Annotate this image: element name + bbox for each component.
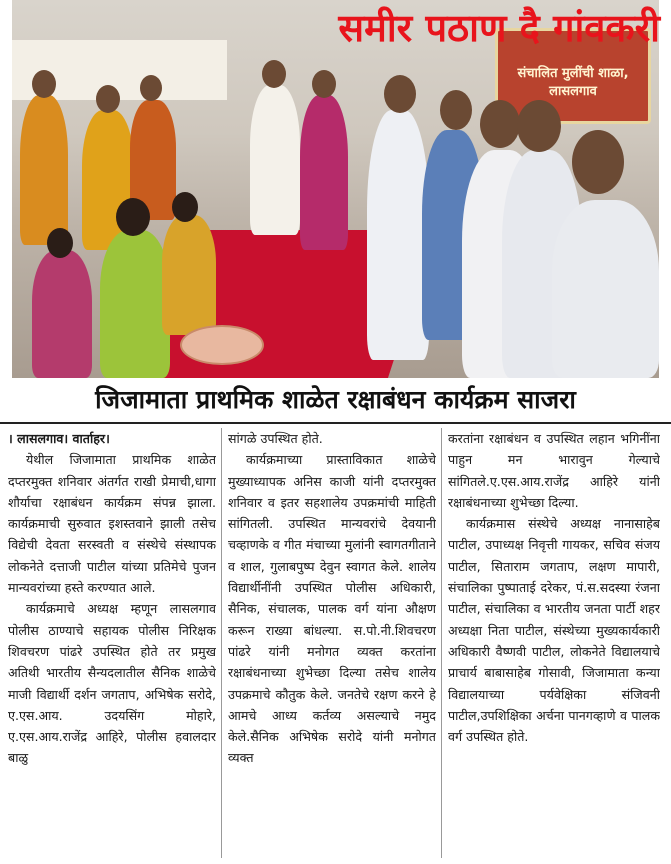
paragraph: येथील जिजामाता प्राथमिक शाळेत दप्तरमुक्त शनिवार अंतर्गत राखी प्रेमाची,धागा शौर्याचा रक्षाबंधन कार्यक्रम संपन्न झाला. कार्यक्रमाची सुरुवात इशस्तवाने झाली तसेच विद्येची देवता सरस्वती व संस्थेचे संस्थापक लोकनेते दत्ताजी पाटील यांच्या प्रतिमेचे पुजन मान्यवरांच्या हस्ते करण्यात आले. bbox=[8, 452, 216, 596]
person-head bbox=[47, 228, 73, 258]
person-head bbox=[96, 85, 120, 113]
article-column-1 bbox=[8, 428, 216, 862]
person-figure bbox=[367, 110, 429, 360]
child-figure bbox=[100, 230, 170, 378]
person-figure bbox=[20, 95, 68, 245]
paragraph: सांगळे उपस्थित होते. bbox=[228, 431, 323, 446]
person-head bbox=[517, 100, 561, 152]
paragraph: कार्यक्रमाच्या प्रास्ताविकात शाळेचे मुख्याध्यापक अनिस काजी यांनी दप्तरमुक्त शनिवार व इतर सहशालेय उपक्रमांची माहिती सांगितली. उपस्थित मान्यवरांचे देवयानी चव्हाणके व गीत मंचाच्या मुलांनी स्वागतगीताने व शाल, गुलाबपुष्प देवुन स्वागत केले. शालेय विद्यार्थीनींनी उपस्थित पोलीस अधिकारी, सैनिक, संचालक, पालक वर्ग यांना औक्षण करून राख्या बांधल्या. स.पो.नी.शिवचरण पांढरे यांनी मनोगत व्यक्त करतांना रक्षाबंधनाच्या शुभेच्छा दिल्या तसेच शालेय उपक्रमाचे कौतुक केले. जनतेचे रक्षण करने हे आमचे आध्य कर्तव्य असल्याचे नमुद केले.सैनिक अभिषेक सरोदे यांनी मनोगत व्यक्त bbox=[228, 452, 436, 766]
article-headline: जिजामाता प्राथमिक शाळेत रक्षाबंधन कार्यक्रम साजरा bbox=[0, 378, 671, 424]
person-figure bbox=[552, 200, 659, 378]
event-photo bbox=[12, 0, 659, 378]
column-divider bbox=[221, 428, 222, 858]
person-head bbox=[140, 75, 162, 101]
column-divider bbox=[441, 428, 442, 858]
person-head bbox=[262, 60, 286, 88]
article-column-2 bbox=[228, 428, 436, 862]
person-head bbox=[32, 70, 56, 98]
puja-plate bbox=[180, 325, 264, 365]
photographer-credit: समीर पठाण दै गांवकरी bbox=[338, 6, 660, 50]
paragraph: करतांना रक्षाबंधन व उपस्थित लहान भगिनींना पाहुन मन भारावुन गेल्याचे सांगितले.ए.एस.आय.राजेंद्र आहिरे यांनी रक्षाबंधनाच्या शुभेच्छा दिल्या. bbox=[448, 431, 660, 510]
dateline: । लासलगाव। वार्ताहर। bbox=[8, 431, 110, 446]
article-column-3 bbox=[448, 428, 660, 862]
paragraph: कार्यक्रमास संस्थेचे अध्यक्ष नानासाहेब पाटील, उपाध्यक्ष निवृत्ती गायकर, सचिव संजय पाटील, सिताराम जगताप, लक्षण मापारी, संचालिका पुष्पाताई दरेकर, पं.स.सदस्या रंजना पाटील, संचालिका व भारतीय जनता पार्टी शहर अध्यक्षा निता पाटील, संस्थेच्या मुख्यकार्यकारी अधिकारी वैष्णवी पाटील, लोकनेते विद्यालयाचे प्राचार्य बाबासाहेब गोसावी, जिजामाता कन्या विद्यालयाच्या पर्यवेक्षिका संजिवनी पाटील,उपशिक्षिका अर्चना पानगव्हाणे व पालक वर्ग उपस्थित होते. bbox=[448, 516, 660, 745]
person-head bbox=[440, 90, 472, 130]
person-figure bbox=[300, 95, 348, 250]
person-head bbox=[480, 100, 520, 148]
paragraph: कार्यक्रमाचे अध्यक्ष म्हणून लासलगाव पोलीस ठाण्याचे सहायक पोलीस निरिक्षक शिवचरण पांढरे उपस्थित होते तर प्रमुख अतिथी भारतीय सैन्यदलातील सैनिक शाळेचे माजी विद्यार्थी दर्शन जगताप, अभिषेक सरोदे, ए.एस.आय. उदयसिंग मोहारे, ए.एस.आय.राजेंद्र आहिरे, पोलीस हवालदार बाळु bbox=[8, 601, 216, 766]
person-head bbox=[572, 130, 624, 194]
person-head bbox=[116, 198, 150, 236]
person-figure bbox=[250, 85, 300, 235]
child-figure bbox=[32, 250, 92, 378]
child-figure bbox=[162, 215, 216, 335]
person-head bbox=[172, 192, 198, 222]
person-head bbox=[312, 70, 336, 98]
school-banner-text: संचालित मुलींची शाळा, लासलगाव bbox=[517, 66, 629, 99]
person-head bbox=[384, 75, 416, 113]
